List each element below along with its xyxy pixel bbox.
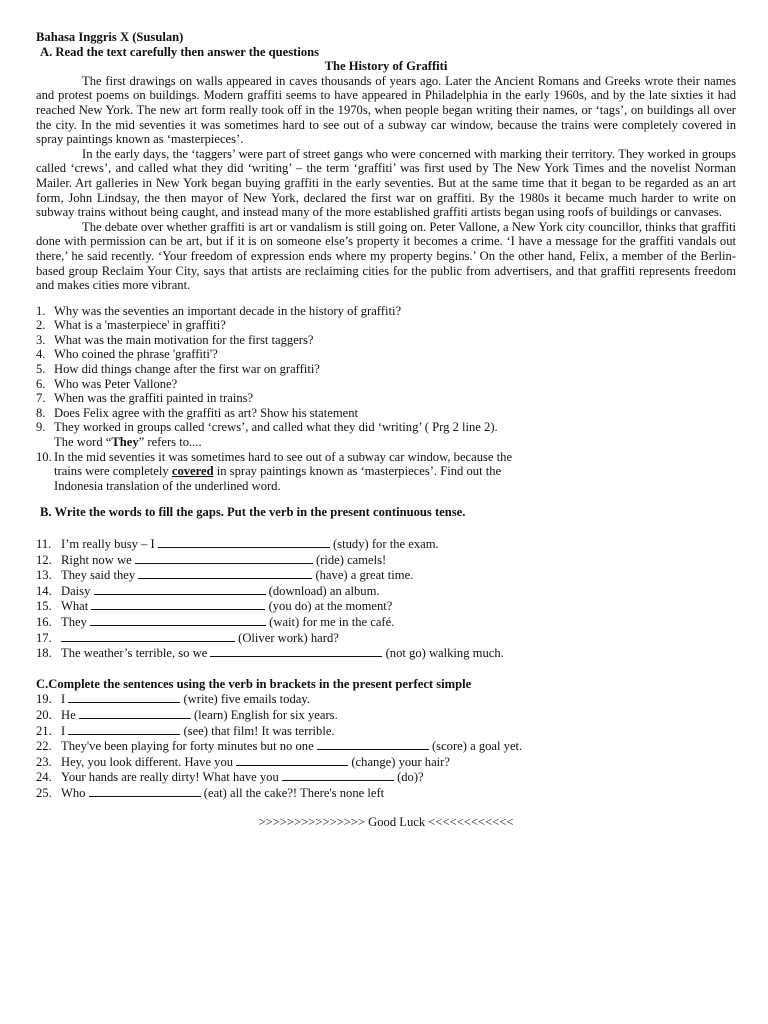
question-item: 6. Who was Peter Vallone? [36, 376, 178, 391]
fill-item: 21. I (see) that film! It was terrible. [36, 723, 335, 738]
answer-blank[interactable] [135, 552, 313, 564]
fill-item: 13. They said they (have) a great time. [36, 568, 414, 583]
question-item: 8. Does Felix agree with the graffiti as art? Show his statement [36, 405, 359, 420]
fill-item: 15. What (you do) at the moment? [36, 599, 393, 614]
answer-blank[interactable] [91, 598, 265, 610]
fill-item: 11. I’m really busy – I (study) for the exam. [36, 537, 439, 551]
fill-item: 19. I (write) five emails today. [36, 692, 310, 707]
answer-blank[interactable] [94, 583, 266, 595]
question-item: 1. Why was the seventies an important decade in the history of graffiti? [36, 303, 402, 318]
fill-item: 24. Your hands are really dirty! What have you (do)? [36, 770, 424, 785]
reading-title: The History of Graffiti [324, 59, 448, 74]
answer-blank[interactable] [317, 738, 429, 750]
answer-blank[interactable] [210, 645, 382, 657]
question-continuation: Indonesia translation of the underlined word. [54, 478, 281, 493]
section-c-instruction: C.Complete the sentences using the verb in brackets in the present perfect simple [36, 676, 472, 691]
question-item: 5. How did things change after the first war on graffiti? [36, 362, 320, 377]
fill-item: 20. He (learn) English for six years. [36, 707, 338, 722]
underlined-word: covered [171, 464, 214, 479]
question-item: 7. When was the graffiti painted in trains? [36, 391, 254, 406]
answer-blank[interactable] [158, 536, 330, 548]
question-continuation: trains were completely covered in spray paintings known as ‘masterpieces’. Find out the [54, 464, 502, 479]
answer-blank[interactable] [138, 567, 312, 579]
answer-blank[interactable] [68, 691, 180, 703]
question-item: 10. In the mid seventies it was sometimes hard to see out of a subway car window, because the [36, 449, 513, 464]
fill-item: 12. Right now we (ride) camels! [36, 552, 387, 567]
answer-blank[interactable] [61, 630, 235, 642]
answer-blank[interactable] [68, 723, 180, 735]
fill-item: 22. They've been playing for forty minutes but no one (score) a goal yet. [36, 739, 523, 754]
question-item: 9. They worked in groups called ‘crews’, and called what they did ‘writing’ ( Prg 2 line 2). [36, 420, 498, 435]
fill-item: 17. (Oliver work) hard? [36, 630, 339, 645]
answer-blank[interactable] [282, 769, 394, 781]
fill-item: 23. Hey, you look different. Have you (change) your hair? [36, 754, 450, 769]
section-c-items [36, 691, 736, 800]
worksheet-page [36, 30, 736, 829]
answer-blank[interactable] [89, 785, 201, 797]
question-continuation: The word “They” refers to.... [54, 435, 202, 450]
section-a-questions [36, 304, 736, 494]
fill-item: 25. Who (eat) all the cake?! There's none left [36, 785, 385, 800]
section-b-instruction: B. Write the words to fill the gaps. Put the verb in the present continuous tense. [40, 505, 466, 520]
fill-item: 14. Daisy (download) an album. [36, 583, 380, 598]
question-item: 2. What is a 'masterpiece' in graffiti? [36, 318, 226, 333]
fill-item: 16. They (wait) for me in the café. [36, 614, 395, 629]
answer-blank[interactable] [90, 614, 266, 626]
reading-paragraph-2: In the early days, the ‘taggers’ were part of street gangs who were concerned with marking their territory. They worked in groups called ‘crews’, and called what they did ‘writing’ – the term ‘graffiti’ was first used by The New York Times and the novelist Norman Mailer. Art galleries in New York began buying graffiti in the early seventies. But at the same time that it began to be regarded as an art form, John Lindsay, the then mayor of New York, declared the first war on graffiti. By the 1980s it became much harder to write on subway trains without being caught, and instead many of the more established graffiti artists began using roofs of buildings or canvases. [36, 146, 736, 220]
answer-blank[interactable] [236, 754, 348, 766]
answer-blank[interactable] [79, 707, 191, 719]
fill-item: 18. The weather’s terrible, so we (not go) walking much. [36, 646, 504, 661]
section-a-instruction: A. Read the text carefully then answer the questions [40, 44, 320, 59]
worksheet-header: Bahasa Inggris X (Susulan) [36, 30, 184, 44]
good-luck-footer: >>>>>>>>>>>>>>> Good Luck <<<<<<<<<<<< [258, 814, 514, 829]
section-b-items [36, 536, 736, 661]
question-item: 3. What was the main motivation for the first taggers? [36, 332, 314, 347]
reading-paragraph-3: The debate over whether graffiti is art or vandalism is still going on. Peter Vallone, a New York city councillor, thinks that graffiti done with permission can be art, but if it is on someone else’s property it becomes a crime. ‘I have a message for the graffiti vandals out there,’ he said recently. ‘Your freedom of expression ends where my property begins.’ On the other hand, Felix, a member of the Berlin-based group Reclaim Your City, says that artists are reclaiming cities for the public from advertisers, and that graffiti represents freedom and makes cities more vibrant. [36, 219, 736, 293]
reading-paragraph-1: The first drawings on walls appeared in caves thousands of years ago. Later the Ancient Romans and Greeks wrote their names and protest poems on buildings. Modern graffiti seems to have appeared in Philadelphia in the early 1960s, and by the late sixties it had reached New York. The new art form really took off in the 1970s, when people began writing their names, or ‘tags’, on buildings all over the city. In the mid seventies it was sometimes hard to see out of a subway car window, because the trains were completely covered in spray paintings known as ‘masterpieces’. [36, 73, 736, 147]
question-item: 4. Who coined the phrase 'graffiti'? [36, 347, 218, 362]
